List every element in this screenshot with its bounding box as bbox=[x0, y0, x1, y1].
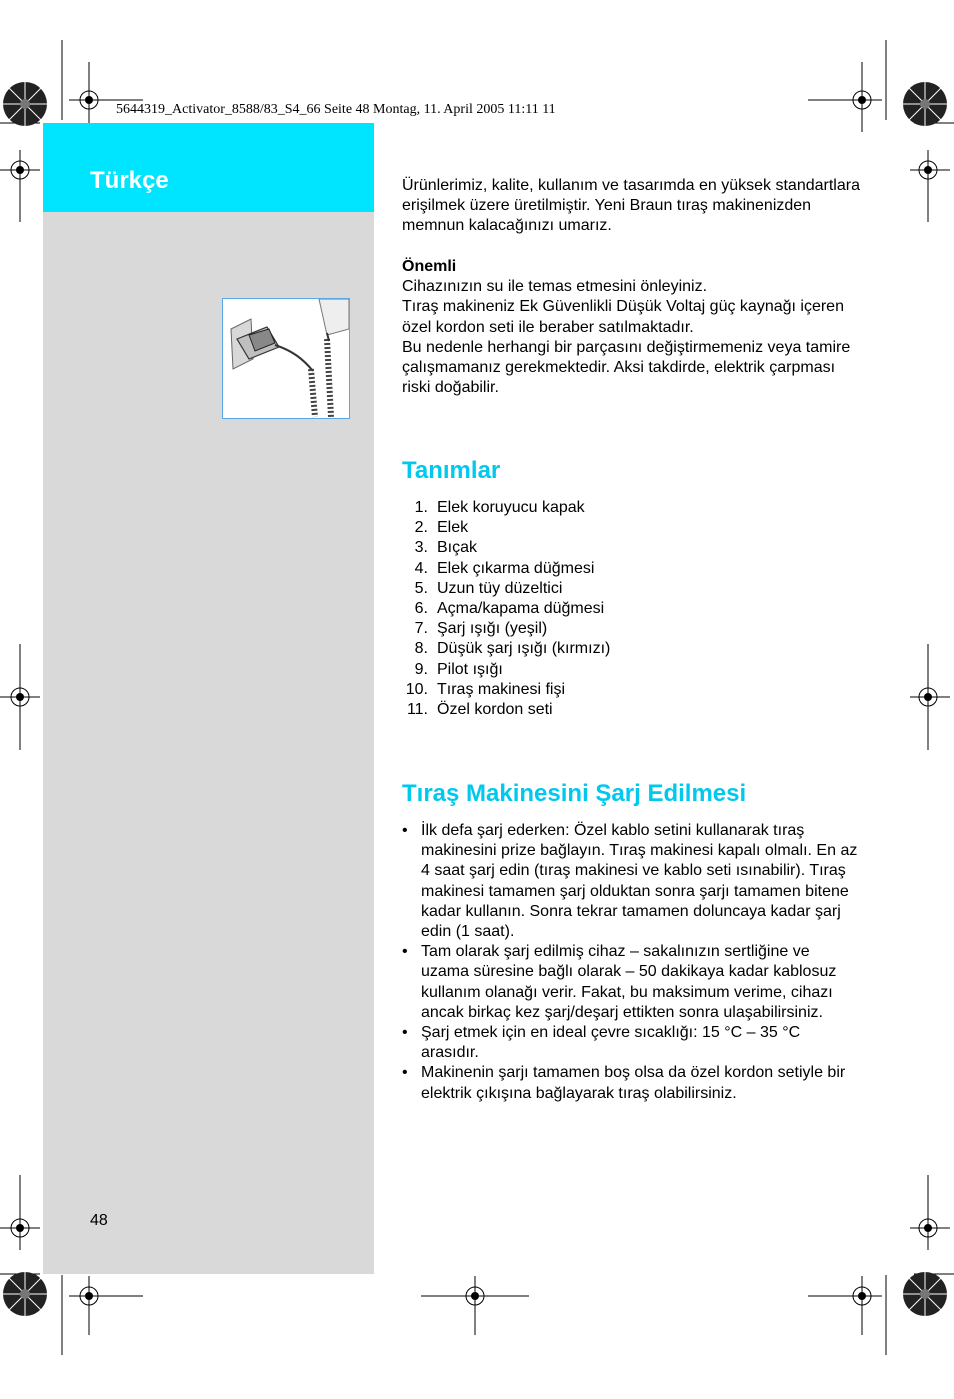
list-item: 3. Bıçak bbox=[414, 539, 478, 557]
important-line: Tıraş makineniz Ek Güvenlikli Düşük Voltaj güç kaynağı içeren özel kordon seti ile beraber satılmaktadır. bbox=[402, 298, 844, 336]
list-item: • Tam olarak şarj edilmiş cihaz – sakalınızın sertliğine ve uzama süresine bağlı olarak – 50 dakikaya kadar kablosuz kullanım olanağı verir. Fakat, bu maksimum verime, cihazı ancak birkaç kez şarj/deşarj ettikten sonra ulaşabilirsiniz. bbox=[402, 943, 837, 1021]
sidebar-background bbox=[43, 123, 374, 1274]
plug-cord-image bbox=[223, 299, 349, 418]
intro-paragraph bbox=[402, 176, 862, 237]
page-number: 48 bbox=[90, 1212, 108, 1229]
important-block bbox=[402, 257, 862, 398]
plug-illustration bbox=[222, 298, 350, 419]
list-item: 4. Elek çıkarma düğmesi bbox=[414, 559, 595, 577]
list-item: 7. Şarj ışığı (yeşil) bbox=[414, 620, 548, 638]
list-item: • Makinenin şarjı tamamen boş olsa da özel kordon setiyle bir elektrik çıkışına bağlayarak tıraş olabilirsiniz. bbox=[402, 1064, 846, 1102]
list-item: 10. Tıraş makinesi fişi bbox=[405, 680, 566, 698]
list-item: 1. Elek koruyucu kapak bbox=[414, 499, 585, 516]
charging-heading: Tıraş Makinesini Şarj Edilmesi bbox=[402, 780, 747, 807]
charging-list bbox=[402, 821, 862, 1104]
important-heading: Önemli bbox=[402, 258, 457, 275]
parts-list bbox=[402, 498, 610, 720]
list-item: 5. Uzun tüy düzeltici bbox=[414, 579, 563, 597]
list-item: • Şarj etmek için en ideal çevre sıcaklığı: 15 °C – 35 °C arasıdır. bbox=[402, 1024, 801, 1062]
important-line: Bu nedenle herhangi bir parçasını değiştirmemeniz veya tamire çalışmamanız gerekmektedir. Aksi takdirde, elektrik çarpması riski doğabilir. bbox=[402, 338, 851, 397]
list-item: 8. Düşük şarj ışığı (kırmızı) bbox=[414, 640, 611, 658]
list-item: 9. Pilot ışığı bbox=[414, 660, 503, 678]
intro-text: Ürünlerimiz, kalite, kullanım ve tasarımda en yüksek standartlara erişilmek üzere üretilmiştir. Yeni Braun tıraş makinenizden memnun kalacağınızı umarız. bbox=[402, 177, 860, 235]
list-item: • İlk defa şarj ederken: Özel kablo setini kullanarak tıraş makinesini prize bağlayın. Tıraş makinesi kapalı olmalı. En az 4 saat şarj edin (tıraş makinesi ve kablo seti ısınabilir). Tıraş makinesi tamamen şarj olduktan sonra şarjı tamamen bitene kadar kullanın. Sonra tekrar tamamen doluncaya kadar şarj edin (1 saat). bbox=[402, 822, 858, 941]
language-title: Türkçe bbox=[90, 167, 169, 194]
list-item: 2. Elek bbox=[414, 519, 469, 537]
list-item: 11. Özel kordon seti bbox=[406, 701, 553, 719]
list-item: 6. Açma/kapama düğmesi bbox=[414, 600, 605, 618]
important-line: Cihazınızın su ile temas etmesini önleyiniz. bbox=[402, 278, 708, 296]
print-header: 5644319_Activator_8588/83_S4_66 Seite 48 Montag, 11. April 2005 11:11 11 bbox=[116, 102, 556, 117]
definitions-heading: Tanımlar bbox=[402, 457, 501, 484]
